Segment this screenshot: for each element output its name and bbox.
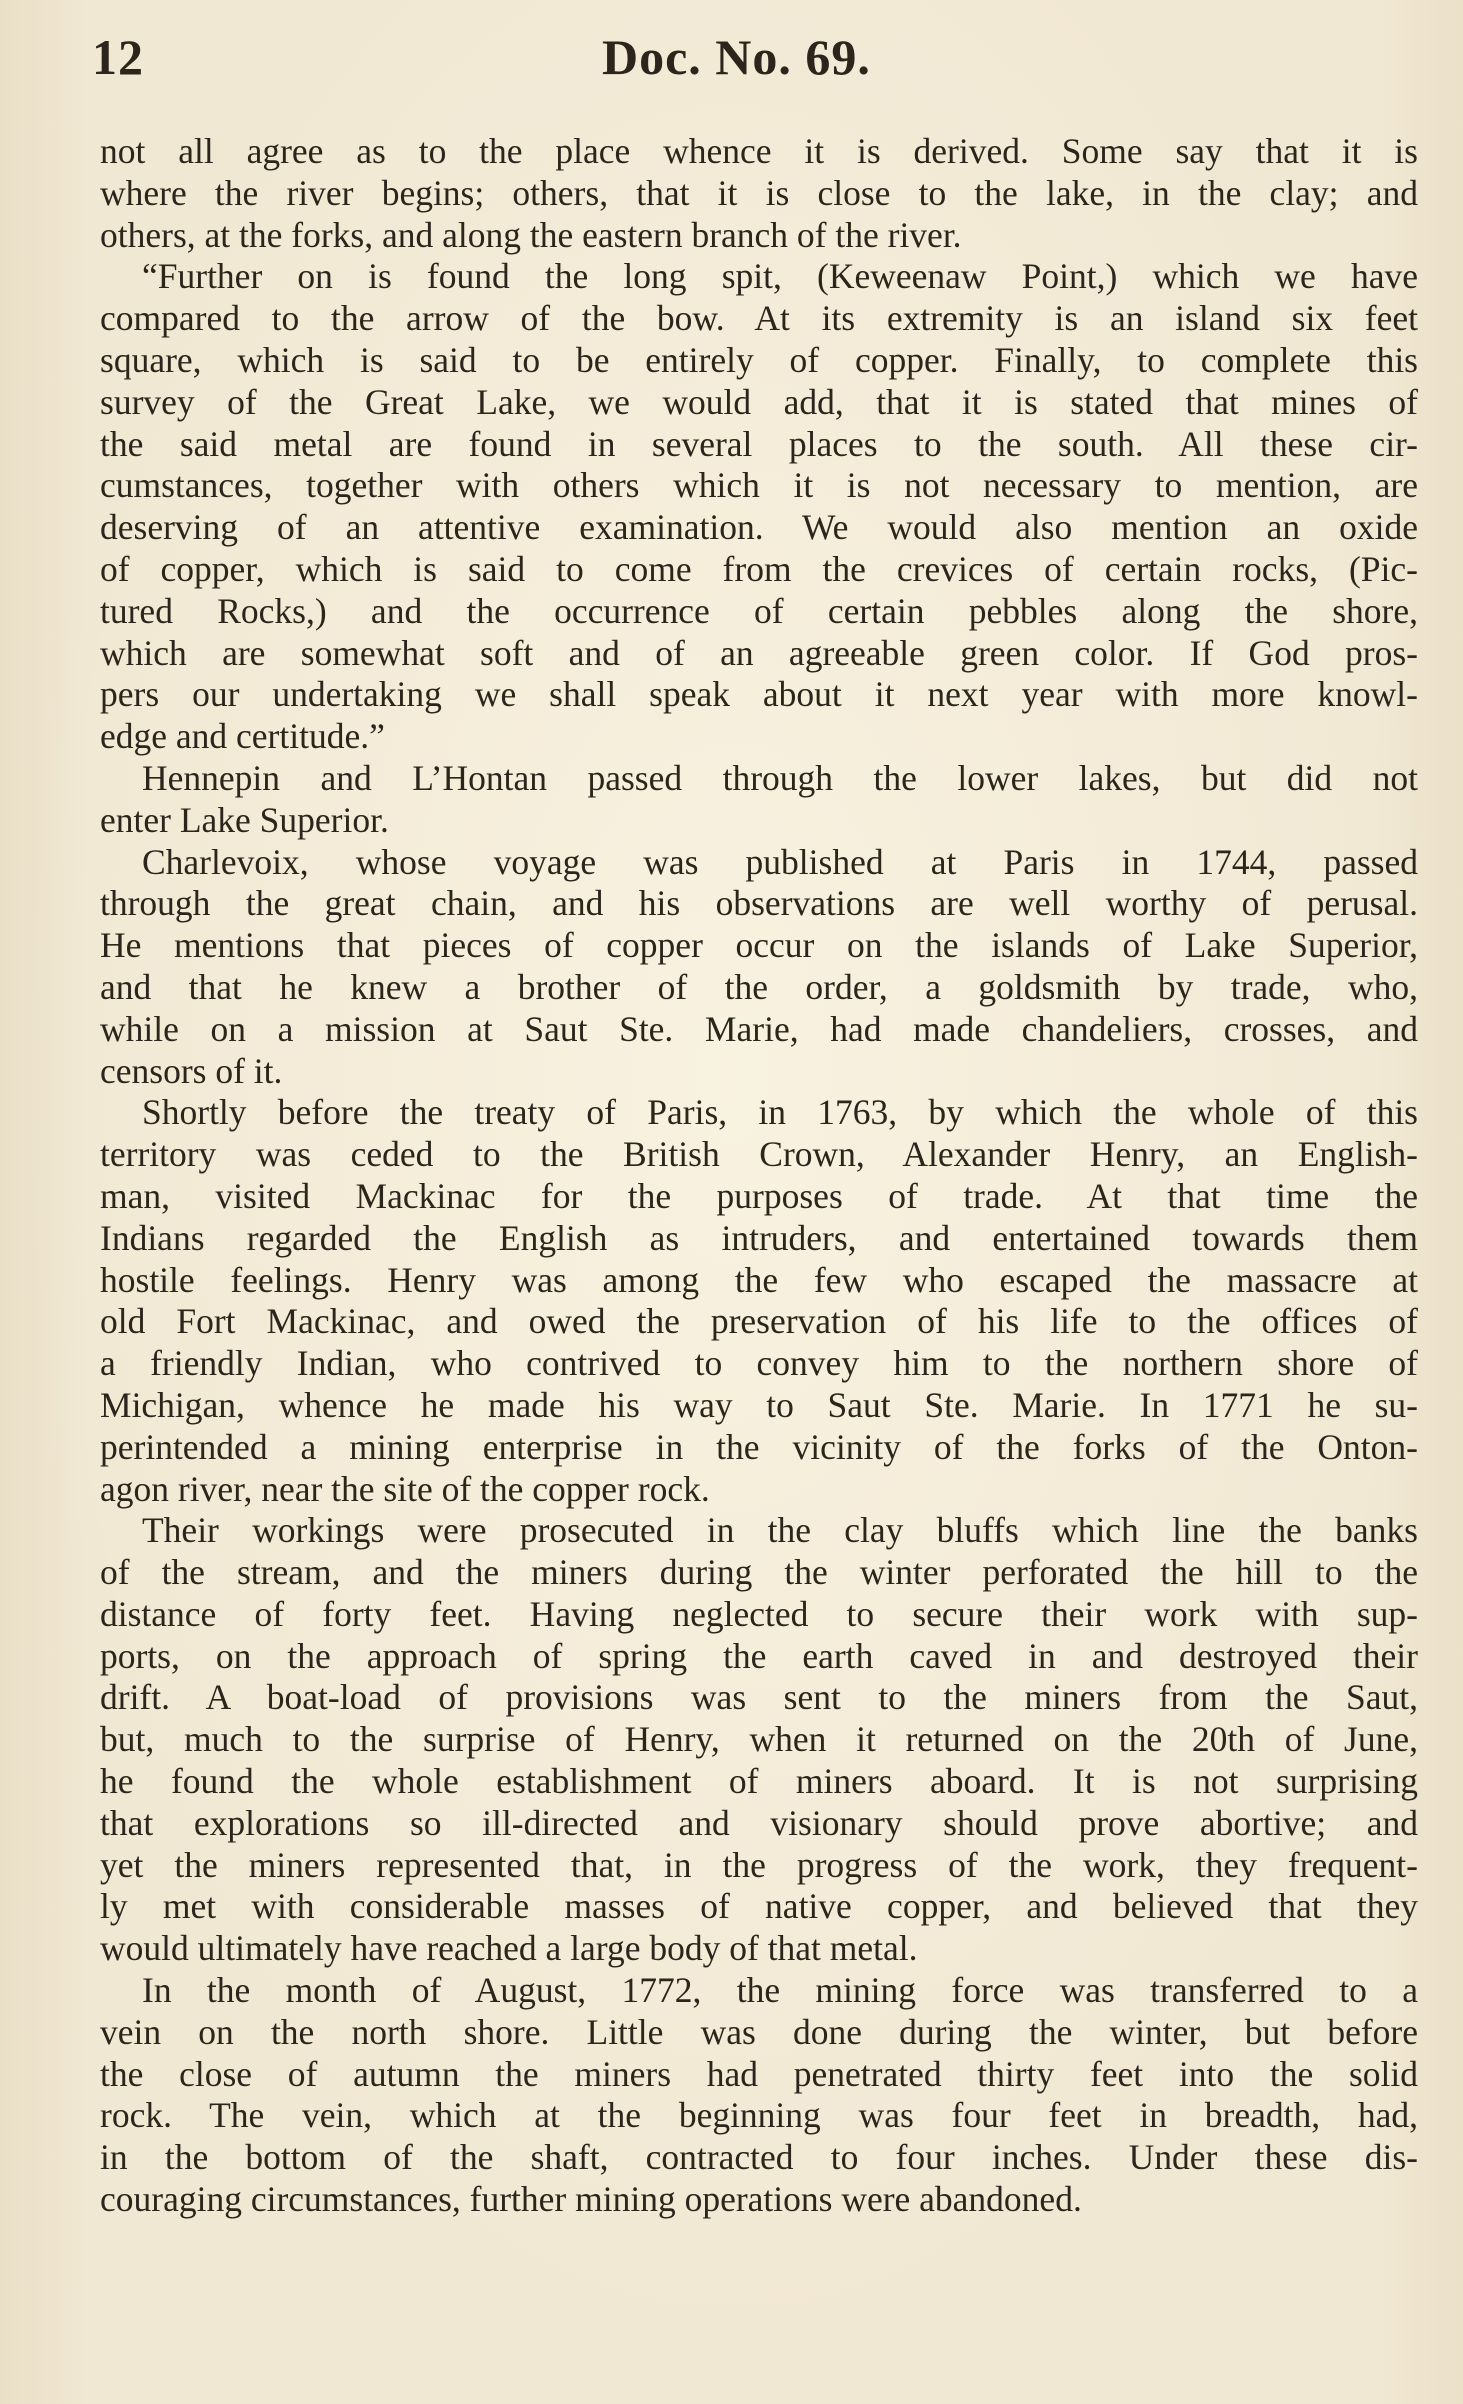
text-line: would ultimately have reached a large body of that metal. — [100, 1928, 918, 1969]
text-line: a friendly Indian, who contrived to convey him to the northern shore of — [100, 1343, 1418, 1384]
text-line: Hennepin and L’Hontan passed through the lower lakes, but did not — [142, 757, 1418, 798]
text-line: that explorations so ill-directed and visionary should prove abortive; and — [100, 1802, 1418, 1843]
text-line: in the bottom of the shaft, contracted to four inches. Under these dis- — [100, 2137, 1418, 2178]
text-line: of copper, which is said to come from the crevices of certain rocks, (Pic- — [100, 548, 1418, 589]
text-line: not all agree as to the place whence it is derived. Some say that it is — [100, 131, 1418, 171]
text-line: of the stream, and the miners during the winter perforated the hill to the — [100, 1552, 1418, 1593]
document-title: Doc. No. 69. — [602, 29, 871, 85]
text-line: rock. The vein, which at the beginning was four feet in breadth, had, — [100, 2095, 1418, 2136]
text-line: and that he knew a brother of the order, a goldsmith by trade, who, — [100, 966, 1418, 1007]
text-line: ly met with considerable masses of native copper, and believed that they — [100, 1886, 1418, 1927]
page-number: 12 — [92, 29, 144, 85]
text-line: square, which is said to be entirely of copper. Finally, to complete this — [100, 339, 1418, 380]
text-line: Charlevoix, whose voyage was published at Paris in 1744, passed — [142, 841, 1418, 882]
text-line: man, visited Mackinac for the purposes of trade. At that time the — [100, 1175, 1418, 1216]
text-line: while on a mission at Saut Ste. Marie, had made chandeliers, crosses, and — [100, 1008, 1418, 1049]
text-line: edge and certitude.” — [100, 716, 385, 757]
text-line: drift. A boat-load of provisions was sent to the miners from the Saut, — [100, 1677, 1418, 1718]
body-text — [100, 131, 1418, 2221]
text-line: territory was ceded to the British Crown, Alexander Henry, an English- — [100, 1134, 1418, 1175]
text-line: hostile feelings. Henry was among the few who escaped the massacre at — [100, 1259, 1418, 1300]
text-line: In the month of August, 1772, the mining force was transferred to a — [142, 1970, 1418, 2011]
text-line: deserving of an attentive examination. We would also mention an oxide — [100, 507, 1418, 548]
running-head — [92, 28, 1422, 92]
text-line: through the great chain, and his observations are well worthy of perusal. — [100, 883, 1418, 924]
text-line: distance of forty feet. Having neglected to secure their work with sup- — [100, 1593, 1418, 1634]
text-line: Shortly before the treaty of Paris, in 1763, by which the whole of this — [142, 1092, 1418, 1133]
text-line: compared to the arrow of the bow. At its extremity is an island six feet — [100, 298, 1418, 339]
text-line: others, at the forks, and along the eastern branch of the river. — [100, 214, 962, 255]
text-line: He mentions that pieces of copper occur on the islands of Lake Superior, — [100, 925, 1418, 966]
text-line: old Fort Mackinac, and owed the preservation of his life to the offices of — [100, 1301, 1418, 1342]
text-line: enter Lake Superior. — [100, 799, 389, 840]
text-line: Their workings were prosecuted in the clay bluffs which line the banks — [142, 1510, 1418, 1551]
text-line: censors of it. — [100, 1050, 283, 1091]
text-line: the close of autumn the miners had penetrated thirty feet into the solid — [100, 2053, 1418, 2094]
text-line: the said metal are found in several places to the south. All these cir- — [100, 423, 1418, 464]
text-line: where the river begins; others, that it is close to the lake, in the clay; and — [100, 172, 1418, 213]
text-line: cumstances, together with others which it is not necessary to mention, are — [100, 465, 1418, 506]
text-line: perintended a mining enterprise in the vicinity of the forks of the Onton- — [100, 1426, 1418, 1467]
text-line: but, much to the surprise of Henry, when it returned on the 20th of June, — [100, 1719, 1418, 1760]
text-line: Michigan, whence he made his way to Saut Ste. Marie. In 1771 he su- — [100, 1384, 1418, 1425]
text-line: couraging circumstances, further mining operations were abandoned. — [100, 2179, 1082, 2220]
text-line: pers our undertaking we shall speak about it next year with more knowl- — [100, 674, 1418, 715]
text-line: he found the whole establishment of miners aboard. It is not surprising — [100, 1761, 1418, 1802]
text-line: agon river, near the site of the copper rock. — [100, 1468, 710, 1509]
text-line: tured Rocks,) and the occurrence of certain pebbles along the shore, — [100, 590, 1418, 631]
text-line: vein on the north shore. Little was done during the winter, but before — [100, 2011, 1418, 2052]
text-line: Indians regarded the English as intruders, and entertained towards them — [100, 1217, 1418, 1258]
text-line: “Further on is found the long spit, (Keweenaw Point,) which we have — [142, 256, 1418, 297]
text-line: yet the miners represented that, in the progress of the work, they frequent- — [100, 1844, 1418, 1885]
text-line: survey of the Great Lake, we would add, that it is stated that mines of — [100, 381, 1418, 422]
text-line: which are somewhat soft and of an agreeable green color. If God pros- — [100, 632, 1418, 673]
text-line: ports, on the approach of spring the earth caved in and destroyed their — [100, 1635, 1418, 1676]
